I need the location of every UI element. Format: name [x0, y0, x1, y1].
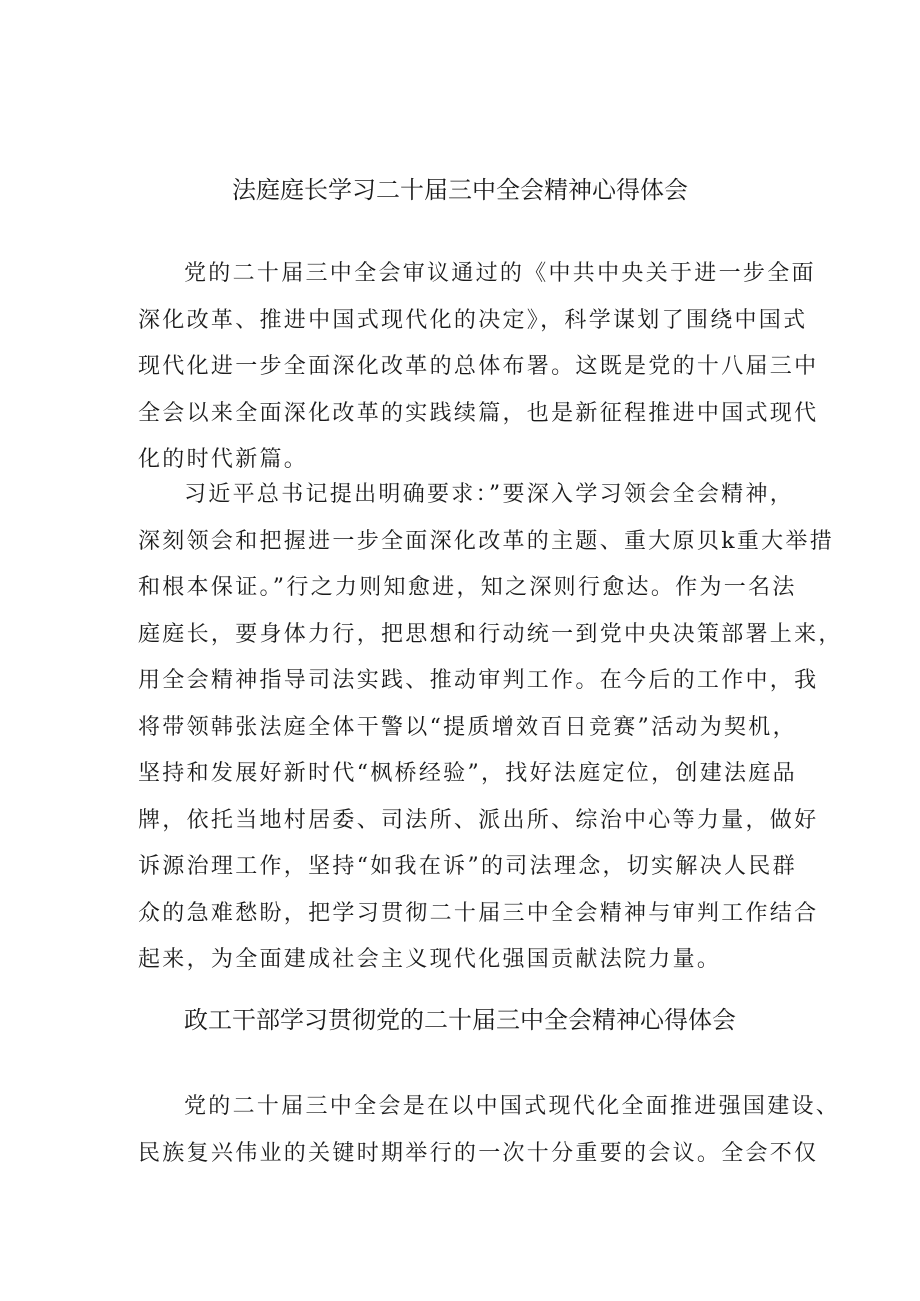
text-line: 深化改革、推进中国式现代化的决定》，科学谋划了围绕中国式	[138, 307, 808, 333]
text-line: 现代化进一步全面深化改革的总体布署。这既是党的十八届三中	[138, 354, 819, 379]
article-title-court-president: 法庭庭长学习二十届三中全会精神心得体会	[232, 176, 688, 204]
article-title-political-cadre: 政工干部学习贯彻党的二十届三中全会精神心得体会	[184, 1006, 736, 1034]
article-1-paragraph-1	[138, 251, 819, 484]
text-line: 化的时代新篇。	[138, 447, 309, 472]
text-line: 牌，依托当地村居委、司法所、派出所、综治中心等力量，做好	[138, 807, 819, 833]
text-line: 诉源治理工作，坚持“如我在诉”的司法理念，切实解决人民群	[138, 854, 797, 879]
text-line: 庭庭长，要身体力行，把思想和行动统一到党中央决策部署上来，	[138, 621, 843, 647]
text-line: 党的二十届三中全会审议通过的《中共中央关于进一步全面	[184, 261, 816, 286]
text-line: 和根本保证。”行之力则知愈进，知之深则行愈达。作为一名法	[138, 575, 797, 600]
text-line: 坚持和发展好新时代“枫桥经验”，找好法庭定位，创建法庭品	[138, 761, 797, 786]
text-line: 习近平总书记提出明确要求：”要深入学习领会全会精神，	[184, 482, 795, 507]
text-line: 将带领韩张法庭全体干警以“提质增效百日竞赛”活动为契机，	[138, 714, 797, 740]
text-line: 党的二十届三中全会是在以中国式现代化全面推进强国建设、	[184, 1094, 841, 1119]
text-line: 深刻领会和把握进一步全面深化改革的主题、重大原贝k重大举措	[138, 528, 835, 554]
article-2-paragraph-1	[138, 1084, 841, 1177]
text-line: 众的急难愁盼，把学习贯彻二十届三中全会精神与审判工作结合	[138, 900, 819, 926]
text-line: 民族复兴伟业的关键时期举行的一次十分重要的会议。全会不仅	[138, 1140, 819, 1166]
article-1-paragraph-2	[138, 472, 843, 984]
text-line: 用全会精神指导司法实践、推动审判工作。在今后的工作中，我	[138, 668, 819, 693]
text-line: 起来，为全面建成社会主义现代化强国贡献法院力量。	[138, 947, 722, 972]
text-line: 全会以来全面深化改革的实践续篇，也是新征程推进中国式现代	[138, 400, 819, 426]
